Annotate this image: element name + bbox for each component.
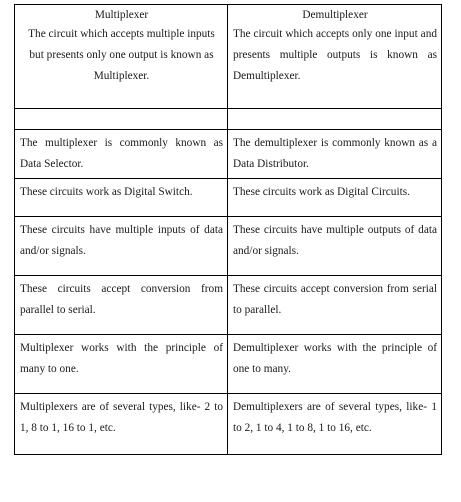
- demultiplexer-cell: [228, 179, 442, 217]
- cell-text: These circuits accept conversion from parallel to serial.: [20, 283, 223, 316]
- multiplexer-header-cell: [15, 5, 228, 109]
- multiplexer-definition: The circuit which accepts multiple inputs but presents only one output is known as Multiplexer.: [28, 28, 215, 82]
- empty-spacer-row: [15, 109, 442, 130]
- multiplexer-cell: [15, 335, 228, 394]
- demultiplexer-cell: [228, 394, 442, 455]
- table-header-row: [15, 5, 442, 109]
- multiplexer-title: Multiplexer: [94, 9, 149, 21]
- demultiplexer-cell: [228, 130, 442, 179]
- empty-cell: [15, 109, 228, 130]
- demultiplexer-title: Demultiplexer: [302, 9, 368, 21]
- table-row: [15, 335, 442, 394]
- demultiplexer-cell: [228, 217, 442, 276]
- demultiplexer-definition: The circuit which accepts only one input and presents multiple outputs is known as Demultiplexer.: [233, 28, 437, 82]
- cell-text: These circuits have multiple outputs of data and/or signals.: [233, 224, 437, 257]
- table-row: [15, 394, 442, 455]
- cell-text: Multiplexer works with the principle of many to one.: [20, 342, 223, 375]
- multiplexer-cell: [15, 179, 228, 217]
- table-row: [15, 217, 442, 276]
- cell-text: Demultiplexers are of several types, like- 1 to 2, 1 to 4, 1 to 8, 1 to 16, etc.: [233, 401, 437, 434]
- multiplexer-cell: [15, 276, 228, 335]
- cell-text: These circuits accept conversion from serial to parallel.: [233, 283, 437, 316]
- comparison-table: [14, 4, 442, 455]
- demultiplexer-header-cell: [228, 5, 442, 109]
- table-row: [15, 130, 442, 179]
- cell-text: The multiplexer is commonly known as Data Selector.: [20, 137, 223, 170]
- table-row: [15, 179, 442, 217]
- cell-text: Multiplexers are of several types, like- 2 to 1, 8 to 1, 16 to 1, etc.: [20, 401, 223, 434]
- cell-text: The demultiplexer is commonly known as a Data Distributor.: [233, 137, 437, 170]
- cell-text: Demultiplexer works with the principle of one to many.: [233, 342, 437, 375]
- multiplexer-cell: [15, 217, 228, 276]
- multiplexer-cell: [15, 130, 228, 179]
- cell-text: These circuits work as Digital Circuits.: [233, 186, 410, 198]
- demultiplexer-cell: [228, 335, 442, 394]
- multiplexer-cell: [15, 394, 228, 455]
- table-row: [15, 276, 442, 335]
- demultiplexer-cell: [228, 276, 442, 335]
- cell-text: These circuits work as Digital Switch.: [20, 186, 193, 198]
- cell-text: These circuits have multiple inputs of data and/or signals.: [20, 224, 223, 257]
- empty-cell: [228, 109, 442, 130]
